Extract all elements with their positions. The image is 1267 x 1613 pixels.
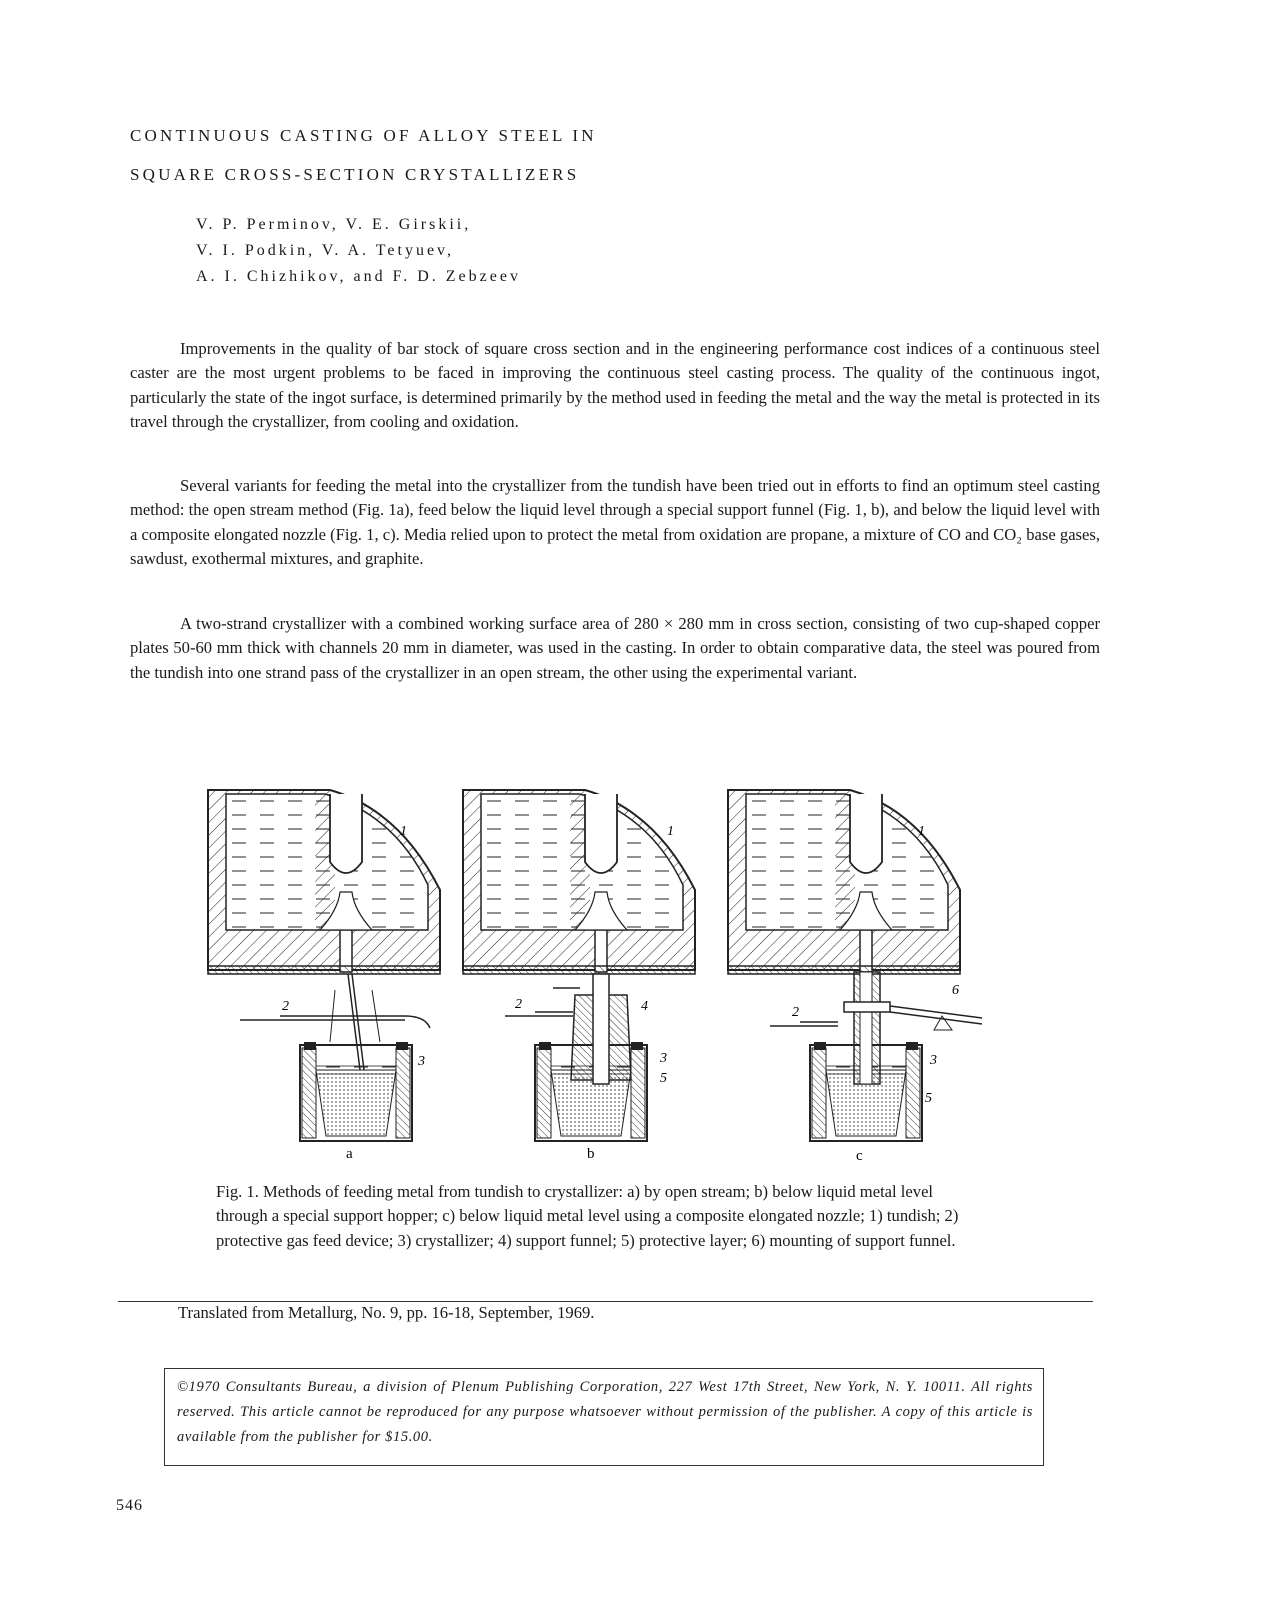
callout-5: 5 (660, 1071, 667, 1086)
title-line-1: CONTINUOUS CASTING OF ALLOY STEEL IN (130, 126, 597, 145)
paragraph-3: A two-strand crystallizer with a combined working surface area of 280 × 280 mm in cross section, consisting of two cup-shaped copper plates 50-60 mm thick with channels 20 mm in diameter, was used in the casting. In order to obtain comparative data, the steel was poured from the tundish into one strand pass of the crystallizer in an open stream, the other using the experimental variant. (130, 614, 1100, 682)
page-number: 546 (116, 1497, 143, 1514)
figure-panel-b (463, 790, 695, 1162)
callout-4: 4 (641, 999, 648, 1014)
callout-2: 2 (515, 997, 522, 1012)
figure-panel-c (728, 790, 982, 1164)
callout-6: 6 (952, 983, 959, 998)
panel-label-a: a (346, 1146, 353, 1162)
translation-footnote: Translated from Metallurg, No. 9, pp. 16-18, September, 1969. (178, 1303, 595, 1322)
callout-1: 1 (400, 824, 407, 839)
paragraph-1: Improvements in the quality of bar stock of square cross section and in the engineering performance cost indices of a continuous steel caster are the most urgent problems to be faced in improving the continuous steel casting process. The quality of the continuous ingot, particularly the state of the ingot surface, is determined primarily by the method used in feeding the metal and the way the metal is protected in its travel through the crystallizer, from cooling and oxidation. (130, 339, 1100, 431)
title-line-2: SQUARE CROSS-SECTION CRYSTALLIZERS (130, 165, 580, 184)
figure-caption: Fig. 1. Methods of feeding metal from tundish to crystallizer: a) by open stream; b) below liquid metal level through a special support hopper; c) below liquid metal level using a composite elongated nozzle; 1) tundish; 2) protective gas feed device; 3) crystallizer; 4) support funnel; 5) protective layer; 6) mounting of support funnel. (216, 1182, 959, 1250)
callout-3: 3 (930, 1053, 937, 1068)
author-line: V. P. Perminov, V. E. Girskii, (196, 216, 472, 233)
callout-5: 5 (925, 1091, 932, 1106)
author-line: V. I. Podkin, V. A. Tetyuev, (196, 242, 455, 259)
figure-1 (200, 780, 1000, 1170)
callout-3: 3 (660, 1051, 667, 1066)
callout-3: 3 (418, 1054, 425, 1069)
footnote-divider (118, 1301, 1093, 1302)
figure-1-diagram (200, 780, 1000, 1170)
panel-label-c: c (856, 1148, 863, 1164)
callout-1: 1 (667, 824, 674, 839)
copyright-notice: ©1970 Consultants Bureau, a division of Plenum Publishing Corporation, 227 West 17th Street, New York, N. Y. 10011. All rights reserved. This article cannot be reproduced for any purpose whatsoever without permission of the publisher. A copy of this article is available from the publisher for $15.00. (164, 1368, 1044, 1466)
callout-2: 2 (792, 1005, 799, 1020)
paragraph-2: Several variants for feeding the metal into the crystallizer from the tundish have been tried out in efforts to find an optimum steel casting method: the open stream method (Fig. 1a), feed below the liquid level through a special support funnel (Fig. 1, b), and below the liquid level with a composite elongated nozzle (Fig. 1, c). Media relied upon to protect the metal from oxidation are propane, a mixture of CO and CO₂ base gases, sawdust, exothermal mixtures, and graphite. (130, 476, 1100, 568)
authors (196, 212, 521, 290)
panel-label-b: b (587, 1146, 595, 1162)
author-line: A. I. Chizhikov, and F. D. Zebzeev (196, 268, 521, 285)
callout-1: 1 (918, 824, 925, 839)
figure-panel-a (208, 790, 440, 1162)
callout-2: 2 (282, 999, 289, 1014)
